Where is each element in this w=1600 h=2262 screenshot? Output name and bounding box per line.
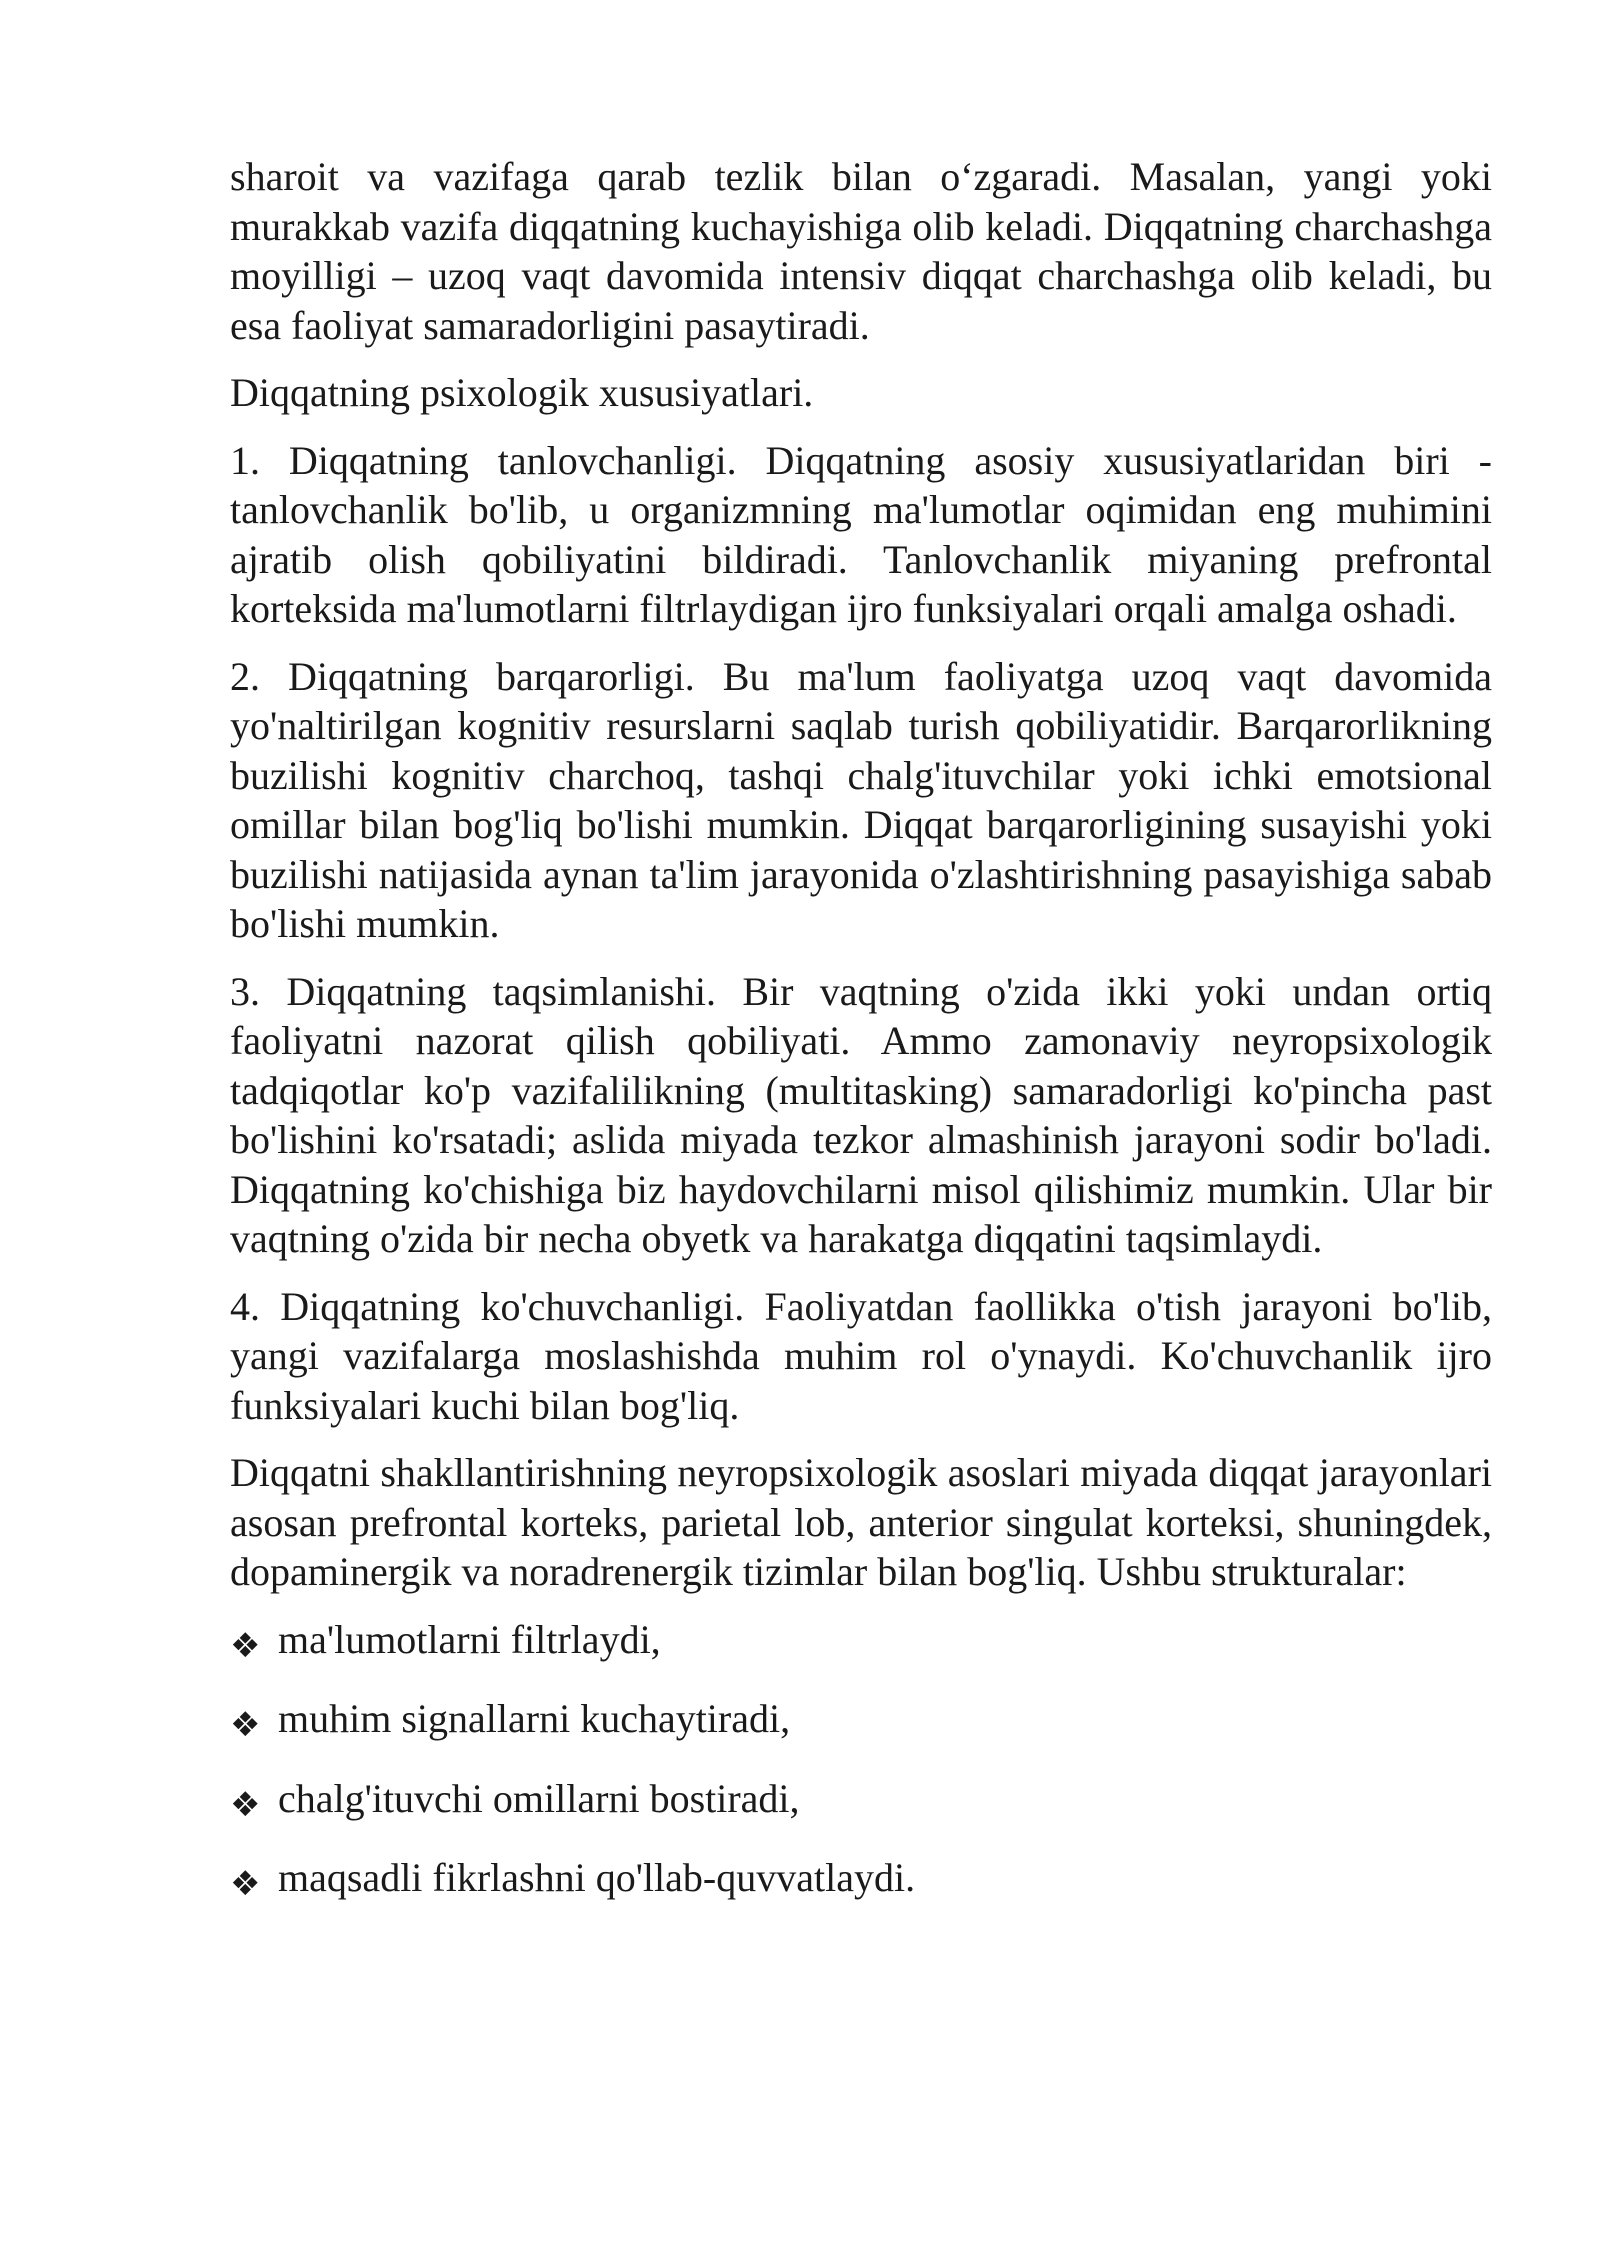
list-item	[230, 1694, 1492, 1744]
document-page	[230, 152, 1492, 1933]
list-item-text: ma'lumotlarni filtrlaydi,	[278, 1616, 661, 1662]
diamond-bullet-icon: ❖	[230, 1784, 261, 1825]
diamond-bullet-icon: ❖	[230, 1864, 261, 1904]
paragraph-neuropsychological-basis: Diqqatni shakllantirishning neyropsixologik asoslari miyada diqqat jarayonlari asosan prefrontal korteks, parietal lob, anterior singulat korteksi, shuningdek, dopaminergik va noradrenergik tizimlar bilan bog'liq. Ushbu strukturalar:	[230, 1450, 1492, 1594]
paragraph-selectivity: 1. Diqqatning tanlovchanligi. Diqqatning asosiy xususiyatlaridan biri -tanlovchanlik bo'lib, u organizmning ma'lumotlar oqimidan eng muhimini ajratib olish qobiliyatini bildiradi. Tanlovchanlik miyaning prefrontal korteksida ma'lumotlarni filtrlaydigan ijro funksiyalari orqali amalga oshadi.	[230, 437, 1492, 631]
list-item-text: muhim signallarni kuchaytiradi,	[278, 1696, 791, 1741]
list-item-text: maqsadli fikrlashni qo'llab-quvvatlaydi.	[278, 1855, 916, 1900]
list-item	[230, 1615, 1492, 1665]
paragraph-distribution: 3. Diqqatning taqsimlanishi. Bir vaqtning o'zida ikki yoki undan ortiq faoliyatni nazorat qilish qobiliyati. Ammo zamonaviy neyropsixologik tadqiqotlar ko'p vazifalilikning (multitasking) samaradorligi ko'pincha past bo'lishini ko'rsatadi; aslida miyada tezkor almashinish jarayoni sodir bo'ladi. Diqqatning ko'chishiga biz haydovchilarni misol qilishimiz mumkin. Ular bir vaqtning o'zida bir necha obyetk va harakatga diqqatini taqsimlaydi.	[230, 968, 1492, 1261]
list-item	[230, 1774, 1492, 1824]
section-heading-psychological-properties: Diqqatning psixologik xususiyatlari.	[230, 370, 814, 415]
paragraph-switchability: 4. Diqqatning ko'chuvchanligi. Faoliyatdan faollikka o'tish jarayoni bo'lib, yangi vazifalarga moslashishda muhim rol o'ynaydi. Ko'chuvchanlik ijro funksiyalari kuchi bilan bog'liq.	[230, 1283, 1492, 1428]
bullet-list	[230, 1615, 1492, 1903]
diamond-bullet-icon: ❖	[230, 1705, 261, 1745]
diamond-bullet-icon: ❖	[230, 1625, 261, 1666]
paragraph-stability: 2. Diqqatning barqarorligi. Bu ma'lum faoliyatga uzoq vaqt davomida yo'naltirilgan kognitiv resurslarni saqlab turish qobiliyatidir. Barqarorlikning buzilishi kognitiv charchoq, tashqi chalg'ituvchilar yoki ichki emotsional omillar bilan bog'liq bo'lishi mumkin. Diqqat barqarorligining susayishi yoki buzilishi natijasida aynan ta'lim jarayonida o'zlashtirishning pasayishiga sabab bo'lishi mumkin.	[230, 653, 1492, 946]
paragraph-continuation: sharoit va vazifaga qarab tezlik bilan o‘zgaradi. Masalan, yangi yoki murakkab vazifa diqqatning kuchayishiga olib keladi. Diqqatning charchashga moyilligi – uzoq vaqt davomida intensiv diqqat charchashga olib keladi, bu esa faoliyat samaradorligini pasaytiradi.	[230, 154, 1492, 348]
list-item	[230, 1853, 1492, 1903]
list-item-text: chalg'ituvchi omillarni bostiradi,	[278, 1775, 800, 1821]
